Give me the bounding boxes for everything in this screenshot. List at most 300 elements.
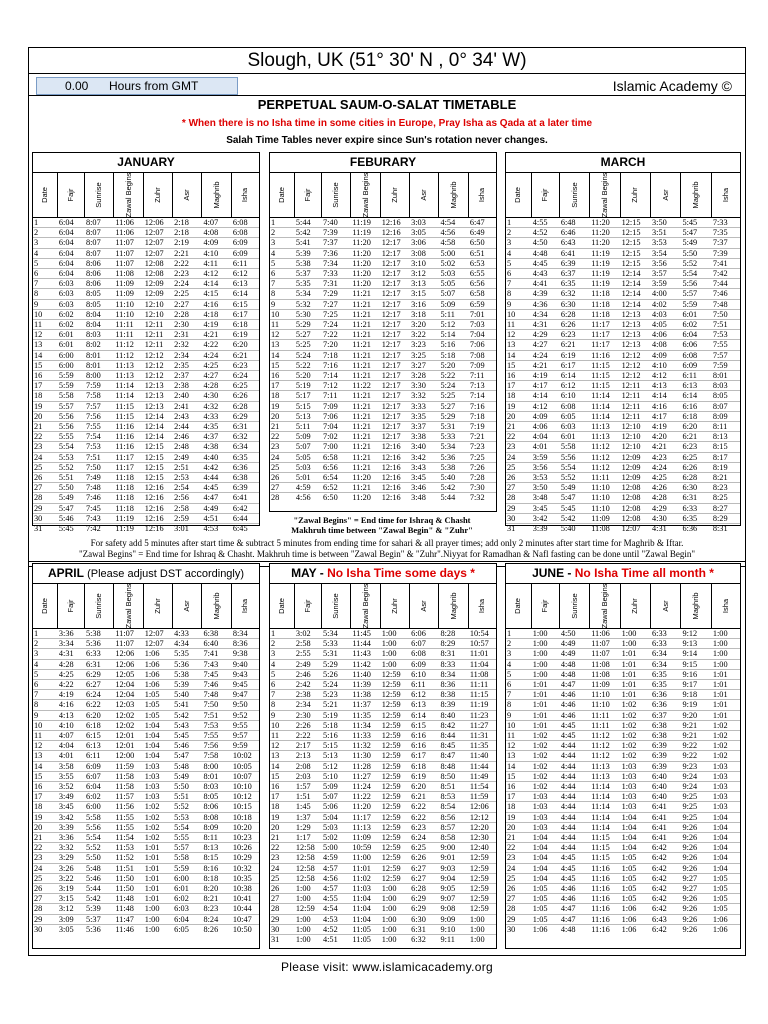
table-cell: 4:06 [532, 422, 560, 432]
table-cell: 10:29 [232, 853, 259, 863]
table-cell: 1:02 [532, 761, 560, 771]
column-header [322, 173, 351, 217]
table-cell: 7:48 [202, 690, 231, 700]
table-row [506, 289, 740, 299]
divider [28, 95, 746, 96]
table-cell: 6:02 [58, 320, 85, 330]
table-cell: 5:15 [322, 741, 351, 751]
table-cell: 7:08 [469, 350, 496, 360]
table-row [270, 442, 496, 452]
table-cell: 5:54 [173, 822, 202, 832]
table-row [506, 432, 740, 442]
table-cell: 2:48 [173, 442, 202, 452]
table-cell: 1:00 [295, 894, 322, 904]
table-cell: 1:02 [532, 782, 560, 792]
table-cell: 5:14 [439, 330, 468, 340]
table-row [33, 669, 259, 679]
table-cell: 11:14 [590, 411, 620, 421]
table-cell: 8:21 [712, 473, 740, 483]
table-cell: 6:27 [410, 863, 439, 873]
table-cell: 7:42 [85, 524, 101, 534]
table-cell: 6:13 [410, 700, 439, 710]
table-cell: 4:13 [58, 710, 85, 720]
table-row [33, 629, 259, 639]
table-cell: 1:03 [621, 761, 651, 771]
column-header [682, 584, 712, 628]
table-cell: 6:19 [560, 350, 590, 360]
table-cell: 1:05 [621, 884, 651, 894]
table-cell: 11:08 [591, 524, 610, 534]
table-cell: 1:00 [381, 649, 410, 659]
table-cell: 28 [271, 493, 280, 503]
table-cell: 2:53 [173, 473, 202, 483]
table-cell: 11:16 [114, 422, 143, 432]
table-cell: 28 [270, 904, 295, 914]
table-cell: 6:38 [232, 473, 259, 483]
table-cell: 6:41 [560, 248, 590, 258]
table-cell: 28 [506, 493, 532, 503]
table-cell: 5 [270, 258, 295, 268]
table-cell: 3:03 [410, 218, 439, 228]
table-cell: 6:36 [682, 524, 698, 534]
table-cell: 6:04 [58, 218, 85, 228]
table-cell: 6:21 [410, 792, 439, 802]
table-cell: 7:04 [322, 422, 351, 432]
table-cell: 11:22 [351, 381, 380, 391]
table-row [506, 442, 740, 452]
table-cell: 8:15 [712, 442, 740, 452]
table-cell: 7:43 [202, 659, 231, 669]
table-cell: 1:01 [144, 843, 173, 853]
table-cell: 3:54 [651, 248, 681, 258]
table-cell: 3:50 [532, 483, 560, 493]
table-cell: 4:04 [532, 432, 560, 442]
table-cell: 5:59 [58, 371, 85, 381]
table-cell: 4:40 [202, 452, 231, 462]
table-cell: 21 [506, 833, 532, 843]
table-cell: 4:21 [532, 360, 560, 370]
table-cell: 1:02 [712, 741, 740, 751]
table-cell: 1:02 [532, 731, 560, 741]
table-cell: 6:27 [85, 680, 114, 690]
column-header [33, 584, 58, 628]
gmt-label: Hours from GMT [109, 79, 199, 93]
table-cell: 12:08 [621, 493, 651, 503]
table-cell: 27 [33, 894, 58, 904]
table-cell: 8:11 [202, 833, 231, 843]
table-cell: 2:34 [173, 350, 202, 360]
table-cell: 12:59 [381, 700, 410, 710]
table-cell: 4:12 [532, 401, 560, 411]
table-cell: 11:13 [590, 761, 620, 771]
table-cell: 1:00 [381, 629, 410, 639]
table-cell: 22 [270, 843, 295, 853]
table-cell: 8 [270, 289, 295, 299]
table-cell: 12:59 [381, 720, 410, 730]
table-cell: 11:07 [114, 258, 143, 268]
table-cell: 5:44 [295, 218, 322, 228]
table-row [270, 411, 496, 421]
table-cell: 1:05 [532, 894, 560, 904]
table-cell: 1:00 [532, 669, 560, 679]
column-header-label: Zawal Begins [123, 172, 133, 218]
table-row [270, 843, 496, 853]
table-cell: 1:51 [295, 792, 322, 802]
table-cell: 6:18 [681, 411, 711, 421]
table-row [33, 248, 259, 258]
table-cell: 5:45 [560, 503, 590, 513]
table-cell: 6:17 [560, 360, 590, 370]
table-cell: 5:52 [681, 258, 711, 268]
table-cell: 6:05 [174, 924, 189, 934]
month-note: No Isha Time some days * [327, 566, 475, 580]
table-cell: 12:07 [621, 524, 641, 534]
table-cell: 5:20 [295, 371, 322, 381]
table-cell: 6:09 [410, 659, 439, 669]
table-cell: 8:27 [712, 503, 740, 513]
column-header-label: Maghrib [211, 181, 221, 209]
table-cell: 6:15 [232, 299, 259, 309]
column-header-label: Sunrise [94, 593, 104, 619]
column-header-label: Zuhr [152, 598, 162, 614]
table-row [270, 904, 496, 914]
table-cell: 6:16 [410, 741, 439, 751]
table-row [270, 649, 496, 659]
table-cell: 6:23 [681, 442, 711, 452]
table-row [506, 238, 740, 248]
table-row [506, 812, 740, 822]
table-cell: 17 [506, 792, 532, 802]
table-row [270, 700, 496, 710]
table-cell: 7:32 [469, 493, 485, 503]
table-cell: 6:35 [681, 513, 711, 523]
table-cell: 6:33 [651, 629, 681, 639]
table-cell: 6:38 [651, 731, 681, 741]
table-row [506, 258, 740, 268]
column-header-label: Zuhr [152, 187, 162, 203]
table-row [33, 411, 259, 421]
table-cell: 3:53 [651, 238, 681, 248]
table-cell: 5:42 [439, 483, 468, 493]
table-cell: 12:59 [469, 853, 496, 863]
table-cell: 11:20 [351, 802, 380, 812]
table-cell: 5:34 [295, 289, 322, 299]
table-cell: 4:00 [651, 289, 681, 299]
table-cell: 2:49 [295, 659, 322, 669]
table-cell: 11:16 [590, 873, 620, 883]
table-cell: 11:38 [351, 690, 380, 700]
table-cell: 12 [506, 330, 532, 340]
table-cell: 11:56 [114, 802, 143, 812]
table-cell: 11 [270, 320, 295, 330]
table-cell: 1:05 [621, 853, 651, 863]
table-cell: 6:42 [651, 873, 681, 883]
table-cell: 4:44 [560, 792, 590, 802]
table-cell: 1:04 [532, 833, 560, 843]
table-row [33, 720, 259, 730]
table-cell: 10:50 [232, 924, 252, 934]
table-cell: 11:21 [351, 401, 380, 411]
table-cell: 6:02 [681, 320, 711, 330]
table-cell: 12:15 [621, 218, 651, 228]
table-cell: 5:45 [58, 524, 74, 534]
table-cell: 1:01 [621, 690, 651, 700]
table-cell: 11:14 [590, 401, 620, 411]
table-cell: 8:18 [202, 873, 231, 883]
table-cell: 1:00 [532, 649, 560, 659]
table-cell: 1:04 [621, 812, 651, 822]
table-cell: 25 [506, 873, 532, 883]
table-cell: 6:29 [232, 411, 259, 421]
table-cell: 12:59 [469, 894, 496, 904]
table-cell: 1:03 [532, 822, 560, 832]
table-cell: 12:12 [144, 371, 173, 381]
table-cell: 11:07 [114, 629, 143, 639]
table-cell: 7:24 [322, 320, 351, 330]
table-cell: 28 [506, 904, 532, 914]
table-cell: 1:04 [532, 843, 560, 853]
table-cell: 6:20 [85, 710, 114, 720]
table-cell: 1:03 [532, 802, 560, 812]
zawal-note [269, 515, 495, 535]
table-cell: 12:04 [114, 690, 143, 700]
table-cell: 12:15 [621, 238, 651, 248]
table-cell: 13 [270, 751, 295, 761]
table-cell: 6:24 [232, 371, 259, 381]
table-cell: 9:26 [681, 853, 711, 863]
times-table [506, 218, 740, 533]
table-cell: 6:08 [410, 649, 439, 659]
table-cell: 22 [506, 843, 532, 853]
table-row [270, 659, 496, 669]
table-cell: 4:45 [560, 863, 590, 873]
table-cell: 12:08 [621, 513, 651, 523]
table-cell: 6:19 [410, 771, 439, 781]
table-cell: 8:21 [202, 894, 231, 904]
table-cell: 4 [270, 659, 295, 669]
table-cell: 1:03 [712, 761, 740, 771]
column-header [114, 173, 143, 217]
table-cell: 9:22 [681, 751, 711, 761]
table-cell: 2:18 [173, 218, 202, 228]
table-cell: 12:58 [295, 843, 322, 853]
table-cell: 8:31 [712, 524, 728, 534]
table-cell: 9:24 [681, 771, 711, 781]
table-cell: 12:30 [469, 833, 496, 843]
table-cell: 11:05 [352, 935, 371, 945]
table-cell: 1:03 [621, 782, 651, 792]
table-cell: 4:59 [322, 853, 351, 863]
table-cell: 3:46 [410, 483, 439, 493]
table-cell: 8:00 [85, 371, 114, 381]
table-row [270, 309, 496, 319]
table-cell: 5:07 [439, 289, 468, 299]
table-cell: 9:11 [440, 935, 455, 945]
table-cell: 4:42 [202, 462, 231, 472]
table-cell: 8 [270, 700, 295, 710]
table-cell: 4:16 [202, 299, 231, 309]
table-cell: 2:43 [173, 411, 202, 421]
table-row [33, 914, 259, 924]
table-cell: 3 [33, 238, 58, 248]
table-cell: 12:58 [295, 853, 322, 863]
table-cell: 6:01 [560, 432, 590, 442]
table-row [506, 924, 740, 934]
gmt-offset-box[interactable] [36, 77, 238, 95]
table-row [506, 761, 740, 771]
table-cell: 6:01 [173, 884, 202, 894]
table-cell: 6:38 [202, 629, 231, 639]
table-cell: 4 [506, 248, 532, 258]
table-cell: 5:29 [295, 320, 322, 330]
table-cell: 6:33 [85, 649, 114, 659]
footer-website[interactable]: Please visit: www.islamicacademy.org [281, 960, 493, 974]
table-cell: 23 [506, 853, 532, 863]
table-cell: 6:30 [410, 914, 439, 924]
table-cell: 12:13 [621, 330, 651, 340]
column-header [114, 584, 143, 628]
table-cell: 12:13 [144, 391, 173, 401]
table-cell: 4:30 [202, 391, 231, 401]
table-cell: 12:10 [144, 299, 173, 309]
table-row [506, 330, 740, 340]
table-cell: 9:55 [232, 720, 259, 730]
table-cell: 5:49 [173, 771, 202, 781]
table-cell: 6:09 [681, 360, 711, 370]
column-header-label: Sunrise [94, 182, 104, 208]
table-cell: 1:04 [532, 863, 560, 873]
table-row [33, 432, 259, 442]
table-cell: 11:13 [351, 822, 380, 832]
table-cell: 1 [270, 218, 295, 228]
column-header [144, 584, 173, 628]
table-row [33, 843, 259, 853]
table-cell: 6:00 [173, 873, 202, 883]
table-cell: 28 [33, 904, 58, 914]
table-cell: 5:44 [440, 493, 456, 503]
table-cell: 5:31 [439, 422, 468, 432]
table-row [33, 269, 259, 279]
table-cell: 6:22 [85, 700, 114, 710]
table-cell: 11:20 [590, 218, 620, 228]
month-title: MARCH [506, 153, 740, 173]
table-row [270, 924, 496, 934]
table-row [270, 853, 496, 863]
table-cell: 2:41 [173, 401, 202, 411]
column-header-label: Maghrib [448, 592, 458, 620]
table-cell: 7:44 [712, 279, 740, 289]
table-row [506, 524, 740, 534]
table-cell: 6:30 [681, 483, 711, 493]
table-cell: 12:16 [381, 442, 410, 452]
table-cell: 5:16 [322, 731, 351, 741]
table-cell: 5:44 [85, 884, 114, 894]
table-cell: 4:19 [532, 371, 560, 381]
table-cell: 26 [506, 473, 532, 483]
table-cell: 7:30 [469, 483, 496, 493]
table-row [270, 218, 496, 228]
table-cell: 5:34 [439, 442, 468, 452]
table-cell: 2:31 [173, 330, 202, 340]
table-cell: 12:59 [295, 904, 322, 914]
table-cell: 7 [270, 279, 295, 289]
table-cell: 5:18 [439, 350, 468, 360]
table-cell: 10 [506, 309, 532, 319]
table-cell: 5 [33, 258, 58, 268]
table-cell: 5:34 [322, 629, 351, 639]
table-cell: 7:48 [712, 299, 740, 309]
table-cell: 15 [33, 771, 58, 781]
table-cell: 1:03 [532, 812, 560, 822]
table-row [270, 452, 496, 462]
table-cell: 14 [33, 761, 58, 771]
table-cell: 8:00 [202, 761, 231, 771]
table-cell: 1:00 [469, 924, 496, 934]
table-cell: 1:04 [621, 833, 651, 843]
table-cell: 12:16 [144, 524, 164, 534]
table-cell: 8:48 [439, 761, 468, 771]
table-cell: 12:08 [144, 269, 173, 279]
table-cell: 8:09 [712, 411, 740, 421]
table-cell: 1:06 [712, 924, 728, 934]
table-cell: 1:03 [144, 792, 173, 802]
table-cell: 4:24 [532, 350, 560, 360]
table-cell: 25 [33, 462, 58, 472]
column-header [58, 173, 85, 217]
table-cell: 10:26 [232, 843, 259, 853]
table-cell: 12:09 [621, 473, 651, 483]
column-header-label: Zawal Begins [123, 583, 133, 629]
table-cell: 5:55 [173, 833, 202, 843]
table-cell: 5:48 [85, 863, 114, 873]
table-cell: 9:26 [681, 833, 711, 843]
table-cell: 6:13 [232, 279, 259, 289]
table-cell: 3:39 [532, 524, 548, 534]
table-cell: 14 [506, 350, 532, 360]
table-cell: 12:14 [144, 411, 173, 421]
table-cell: 4:29 [651, 503, 681, 513]
column-header-label: Fajr [540, 599, 550, 613]
table-cell: 11:19 [590, 258, 620, 268]
table-cell: 12:59 [381, 741, 410, 751]
table-cell: 1:05 [712, 884, 740, 894]
table-cell: 20 [270, 411, 295, 421]
table-cell: 11:06 [114, 218, 143, 228]
table-cell: 11:12 [590, 741, 620, 751]
table-cell: 7:41 [712, 258, 740, 268]
table-cell: 11:58 [114, 771, 143, 781]
table-cell: 12:10 [621, 442, 651, 452]
table-cell: 7:27 [322, 299, 351, 309]
table-cell: 5:54 [58, 442, 85, 452]
table-cell: 7:59 [85, 381, 114, 391]
table-cell: 11:12 [114, 340, 143, 350]
table-row [270, 914, 496, 924]
column-headers [506, 173, 740, 218]
table-cell: 6:35 [232, 452, 259, 462]
table-cell: 11:17 [351, 812, 380, 822]
table-cell: 12:59 [381, 812, 410, 822]
table-cell: 9:59 [232, 741, 259, 751]
table-cell: 6:33 [681, 503, 711, 513]
table-cell: 1:04 [532, 853, 560, 863]
table-cell: 7:48 [85, 483, 114, 493]
table-row [33, 493, 259, 503]
table-cell: 11:02 [351, 873, 380, 883]
table-cell: 4:52 [532, 228, 560, 238]
table-cell: 4:05 [651, 320, 681, 330]
table-cell: 2 [33, 228, 58, 238]
